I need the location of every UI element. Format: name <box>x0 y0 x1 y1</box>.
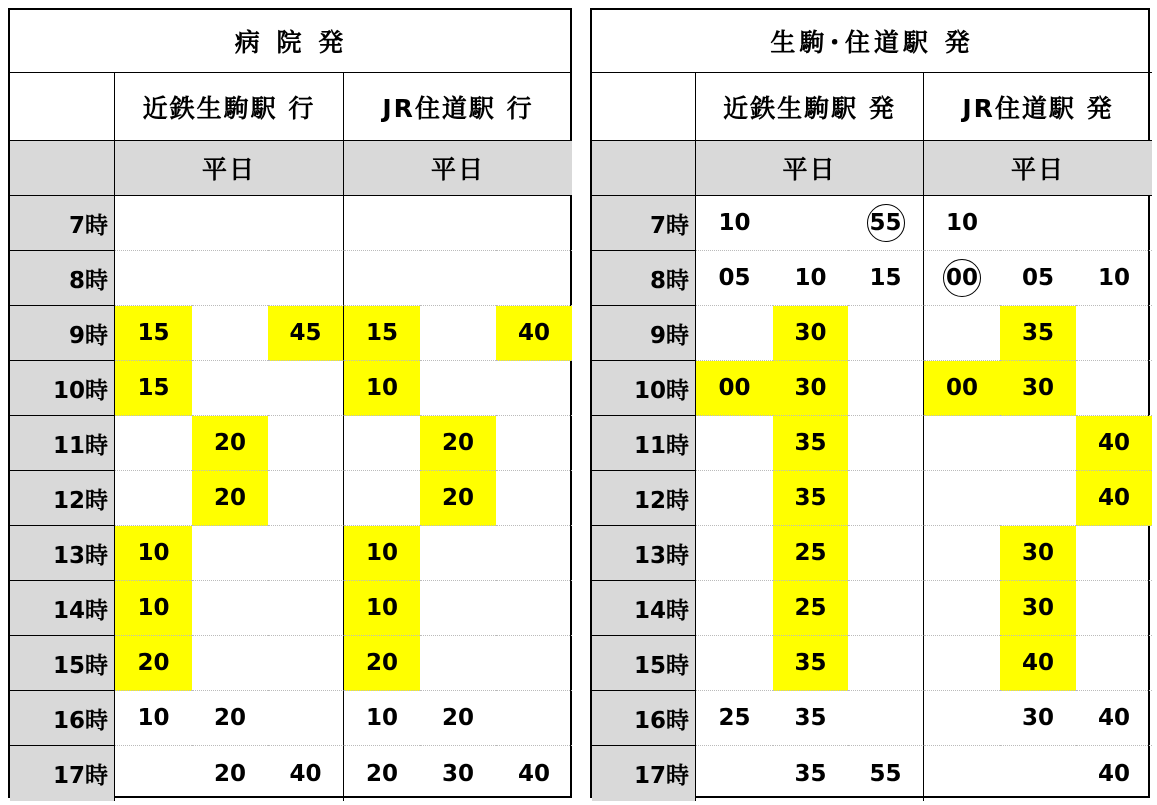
time-cell <box>496 471 572 526</box>
time-cell <box>696 471 773 526</box>
time-cell <box>344 471 420 526</box>
cell-text: 14時 <box>52 597 108 624</box>
time-cell <box>1076 636 1152 691</box>
time-cell <box>924 581 1000 636</box>
cell-text: 17時 <box>633 763 689 789</box>
time-cell <box>344 306 420 361</box>
time-cell <box>344 691 420 746</box>
cell-text: 25 <box>794 540 827 566</box>
time-cell <box>848 746 924 801</box>
time-cell <box>496 526 572 581</box>
hour-label <box>592 471 696 526</box>
time-cell <box>268 251 344 306</box>
corner-blank <box>592 73 696 141</box>
hour-label <box>592 416 696 471</box>
cell-text: 7時 <box>68 212 108 239</box>
time-cell <box>192 636 268 691</box>
time-cell <box>773 196 848 251</box>
time-cell <box>115 691 192 746</box>
time-cell <box>344 196 420 251</box>
cell-text: 20 <box>365 650 398 676</box>
time-cell <box>848 471 924 526</box>
cell-text: 20 <box>213 430 246 456</box>
hour-label <box>10 361 115 416</box>
cell-text: 40 <box>1097 705 1130 731</box>
time-cell <box>924 306 1000 361</box>
day-header-1 <box>696 141 924 196</box>
time-cell <box>115 636 192 691</box>
cell-text: 40 <box>1097 430 1130 456</box>
time-cell <box>268 526 344 581</box>
cell-text: 13時 <box>52 542 108 569</box>
cell-text: JR住道駅 発 <box>962 93 1114 123</box>
time-cell <box>848 581 924 636</box>
station-header-1 <box>696 73 924 141</box>
cell-text: 9時 <box>68 322 108 349</box>
time-cell <box>773 581 848 636</box>
cell-text: 20 <box>213 760 246 787</box>
time-cell <box>192 746 268 801</box>
cell-text: 35 <box>794 760 827 787</box>
time-cell <box>496 636 572 691</box>
cell-text: 20 <box>213 705 246 731</box>
cell-text: 25 <box>794 595 827 621</box>
cell-text: 30 <box>1021 705 1054 731</box>
time-cell <box>344 416 420 471</box>
time-cell <box>848 636 924 691</box>
time-cell <box>924 471 1000 526</box>
hour-label <box>592 636 696 691</box>
time-cell <box>192 361 268 416</box>
cell-text: 20 <box>365 760 398 787</box>
cell-text: 00 <box>718 375 751 401</box>
cell-text: 12時 <box>52 487 108 514</box>
cell-text: 30 <box>794 320 827 346</box>
hour-label <box>592 196 696 251</box>
cell-text: 35 <box>794 705 827 731</box>
day-header-2 <box>924 141 1152 196</box>
time-cell <box>924 251 1000 306</box>
time-cell <box>496 746 572 801</box>
time-cell <box>420 416 496 471</box>
cell-text: 10 <box>945 210 978 236</box>
hour-label <box>10 416 115 471</box>
time-cell <box>1000 416 1076 471</box>
cell-text: 近鉄生駒駅 発 <box>723 93 896 123</box>
time-cell <box>696 691 773 746</box>
time-cell <box>848 306 924 361</box>
time-cell <box>420 251 496 306</box>
time-cell <box>696 636 773 691</box>
cell-text: 30 <box>1021 540 1054 566</box>
day-header-2 <box>344 141 572 196</box>
time-cell <box>192 471 268 526</box>
cell-text: 20 <box>213 485 246 511</box>
time-cell <box>344 526 420 581</box>
cell-text: 10 <box>365 375 398 401</box>
cell-text: 8時 <box>68 267 108 294</box>
cell-text: 15時 <box>52 652 108 679</box>
cell-text: 20 <box>441 705 474 731</box>
circled-time: 55 <box>867 204 905 242</box>
time-cell <box>115 746 192 801</box>
hour-label <box>10 691 115 746</box>
cell-text: 55 <box>869 760 902 787</box>
cell-text: 16時 <box>52 707 108 734</box>
cell-text: 30 <box>1021 595 1054 621</box>
time-cell <box>268 746 344 801</box>
cell-text: 病 院 発 <box>234 28 348 57</box>
time-cell <box>924 416 1000 471</box>
time-cell <box>192 526 268 581</box>
time-cell <box>192 196 268 251</box>
time-cell <box>924 691 1000 746</box>
time-cell <box>496 416 572 471</box>
cell-text: 20 <box>441 485 474 511</box>
table-title <box>592 10 1152 73</box>
time-cell <box>115 251 192 306</box>
cell-text: 10 <box>365 595 398 621</box>
cell-text: 16時 <box>633 707 689 734</box>
time-cell <box>1000 636 1076 691</box>
time-cell <box>773 636 848 691</box>
day-header-1 <box>115 141 344 196</box>
time-cell <box>848 526 924 581</box>
time-cell <box>192 416 268 471</box>
cell-text: 14時 <box>633 597 689 624</box>
time-cell <box>848 416 924 471</box>
time-cell <box>1000 251 1076 306</box>
time-cell <box>773 746 848 801</box>
time-cell <box>115 526 192 581</box>
cell-text: 9時 <box>649 322 689 349</box>
time-cell <box>848 691 924 746</box>
time-cell <box>773 306 848 361</box>
cell-text: 平日 <box>1010 155 1065 184</box>
hour-label <box>10 581 115 636</box>
time-cell <box>268 691 344 746</box>
time-cell <box>1000 746 1076 801</box>
cell-text: 40 <box>1097 485 1130 511</box>
time-cell <box>192 691 268 746</box>
time-cell <box>268 416 344 471</box>
time-cell <box>848 251 924 306</box>
cell-text: 平日 <box>201 155 256 184</box>
corner-gray <box>10 141 115 196</box>
cell-text: 10 <box>137 595 170 621</box>
time-cell <box>344 636 420 691</box>
hospital-departure-timetable <box>8 8 572 798</box>
cell-text: 25 <box>718 705 751 731</box>
time-cell <box>420 746 496 801</box>
cell-text: 35 <box>794 650 827 676</box>
cell-text: 35 <box>1021 320 1054 346</box>
corner-blank <box>10 73 115 141</box>
time-cell <box>192 251 268 306</box>
time-cell <box>420 636 496 691</box>
cell-text: 15 <box>365 320 398 346</box>
time-cell <box>496 691 572 746</box>
hour-label <box>10 306 115 361</box>
cell-text: 05 <box>1021 265 1054 291</box>
time-cell <box>1076 581 1152 636</box>
hour-label <box>10 471 115 526</box>
cell-text: 平日 <box>430 155 485 184</box>
cell-text: 15 <box>869 265 902 291</box>
cell-text: 10 <box>365 540 398 566</box>
cell-text: 35 <box>794 430 827 456</box>
cell-text: 10 <box>718 210 751 236</box>
time-cell <box>924 196 1000 251</box>
time-cell <box>1076 471 1152 526</box>
time-cell <box>773 251 848 306</box>
cell-text: 40 <box>1097 760 1130 787</box>
time-cell <box>420 361 496 416</box>
time-cell <box>115 581 192 636</box>
time-cell <box>696 526 773 581</box>
time-cell <box>344 361 420 416</box>
cell-text: 30 <box>794 375 827 401</box>
time-cell <box>696 416 773 471</box>
time-cell <box>115 306 192 361</box>
time-cell <box>420 471 496 526</box>
time-cell <box>420 196 496 251</box>
cell-text: 10 <box>1097 265 1130 291</box>
cell-text: 40 <box>1021 650 1054 676</box>
time-cell <box>1076 306 1152 361</box>
station-departure-timetable <box>590 8 1150 798</box>
cell-text: 17時 <box>52 763 108 789</box>
time-cell <box>268 471 344 526</box>
time-cell <box>115 361 192 416</box>
time-cell <box>696 361 773 416</box>
cell-text: 30 <box>441 760 474 787</box>
time-cell <box>268 196 344 251</box>
cell-text: 20 <box>441 430 474 456</box>
time-cell <box>420 526 496 581</box>
cell-text: 8時 <box>649 267 689 294</box>
time-cell <box>1076 746 1152 801</box>
time-cell <box>696 196 773 251</box>
time-cell <box>1000 306 1076 361</box>
time-cell <box>773 361 848 416</box>
time-cell <box>496 581 572 636</box>
time-cell <box>268 306 344 361</box>
cell-text: 00 <box>945 375 978 401</box>
time-cell <box>924 746 1000 801</box>
hour-label <box>10 526 115 581</box>
time-cell <box>268 361 344 416</box>
time-cell <box>1076 526 1152 581</box>
cell-text: 10時 <box>52 377 108 404</box>
time-cell <box>115 416 192 471</box>
hour-label <box>592 526 696 581</box>
cell-text: 10時 <box>633 377 689 404</box>
hour-label <box>592 691 696 746</box>
time-cell <box>696 581 773 636</box>
time-cell <box>420 306 496 361</box>
corner-gray <box>592 141 696 196</box>
cell-text: 11時 <box>633 432 689 459</box>
cell-text: 40 <box>517 320 550 346</box>
hour-label <box>592 581 696 636</box>
time-cell <box>696 306 773 361</box>
cell-text: 45 <box>289 320 322 346</box>
time-cell <box>696 746 773 801</box>
time-cell <box>115 471 192 526</box>
time-cell <box>496 251 572 306</box>
time-cell <box>420 691 496 746</box>
cell-text: 05 <box>718 265 751 291</box>
hour-label <box>592 251 696 306</box>
hour-label <box>10 746 115 801</box>
cell-text: 13時 <box>633 542 689 569</box>
cell-text: 40 <box>517 760 550 787</box>
cell-text: 30 <box>1021 375 1054 401</box>
time-cell <box>1000 361 1076 416</box>
time-cell <box>192 581 268 636</box>
time-cell <box>1000 471 1076 526</box>
station-header-2 <box>344 73 572 141</box>
time-cell <box>420 581 496 636</box>
time-cell <box>773 416 848 471</box>
cell-text: 平日 <box>782 155 837 184</box>
time-cell <box>773 526 848 581</box>
time-cell <box>773 691 848 746</box>
time-cell <box>773 471 848 526</box>
time-cell <box>115 196 192 251</box>
time-cell <box>1076 416 1152 471</box>
time-cell <box>1000 691 1076 746</box>
cell-text: 35 <box>794 485 827 511</box>
circled-time: 00 <box>943 259 981 297</box>
hour-label <box>10 196 115 251</box>
cell-text: 15 <box>137 375 170 401</box>
time-cell <box>496 361 572 416</box>
cell-text: 40 <box>289 760 322 787</box>
time-cell <box>1076 196 1152 251</box>
time-cell <box>924 526 1000 581</box>
time-cell <box>1000 526 1076 581</box>
time-cell <box>496 196 572 251</box>
hour-label <box>592 306 696 361</box>
cell-text: 10 <box>794 265 827 291</box>
time-cell <box>1000 581 1076 636</box>
hour-label <box>592 746 696 801</box>
cell-text: 10 <box>137 540 170 566</box>
hour-label <box>10 636 115 691</box>
time-cell <box>496 306 572 361</box>
time-cell <box>1076 251 1152 306</box>
time-cell <box>1000 196 1076 251</box>
table-title <box>10 10 572 73</box>
time-cell <box>344 251 420 306</box>
time-cell <box>1076 691 1152 746</box>
station-header-2 <box>924 73 1152 141</box>
time-cell <box>924 361 1000 416</box>
time-cell <box>192 306 268 361</box>
time-cell <box>344 581 420 636</box>
cell-text: 7時 <box>649 212 689 239</box>
cell-text: 11時 <box>52 432 108 459</box>
cell-text: 近鉄生駒駅 行 <box>142 93 316 123</box>
time-cell <box>848 196 924 251</box>
time-cell <box>268 636 344 691</box>
time-cell <box>696 251 773 306</box>
cell-text: 10 <box>365 705 398 731</box>
time-cell <box>268 581 344 636</box>
station-header-1 <box>115 73 344 141</box>
time-cell <box>848 361 924 416</box>
cell-text: 20 <box>137 650 170 676</box>
time-cell <box>1076 361 1152 416</box>
cell-text: JR住道駅 行 <box>382 93 534 123</box>
cell-text: 生駒･住道駅 発 <box>770 28 974 57</box>
hour-label <box>10 251 115 306</box>
time-cell <box>924 636 1000 691</box>
cell-text: 15 <box>137 320 170 346</box>
time-cell <box>344 746 420 801</box>
hour-label <box>592 361 696 416</box>
cell-text: 15時 <box>633 652 689 679</box>
cell-text: 10 <box>137 705 170 731</box>
cell-text: 12時 <box>633 487 689 514</box>
